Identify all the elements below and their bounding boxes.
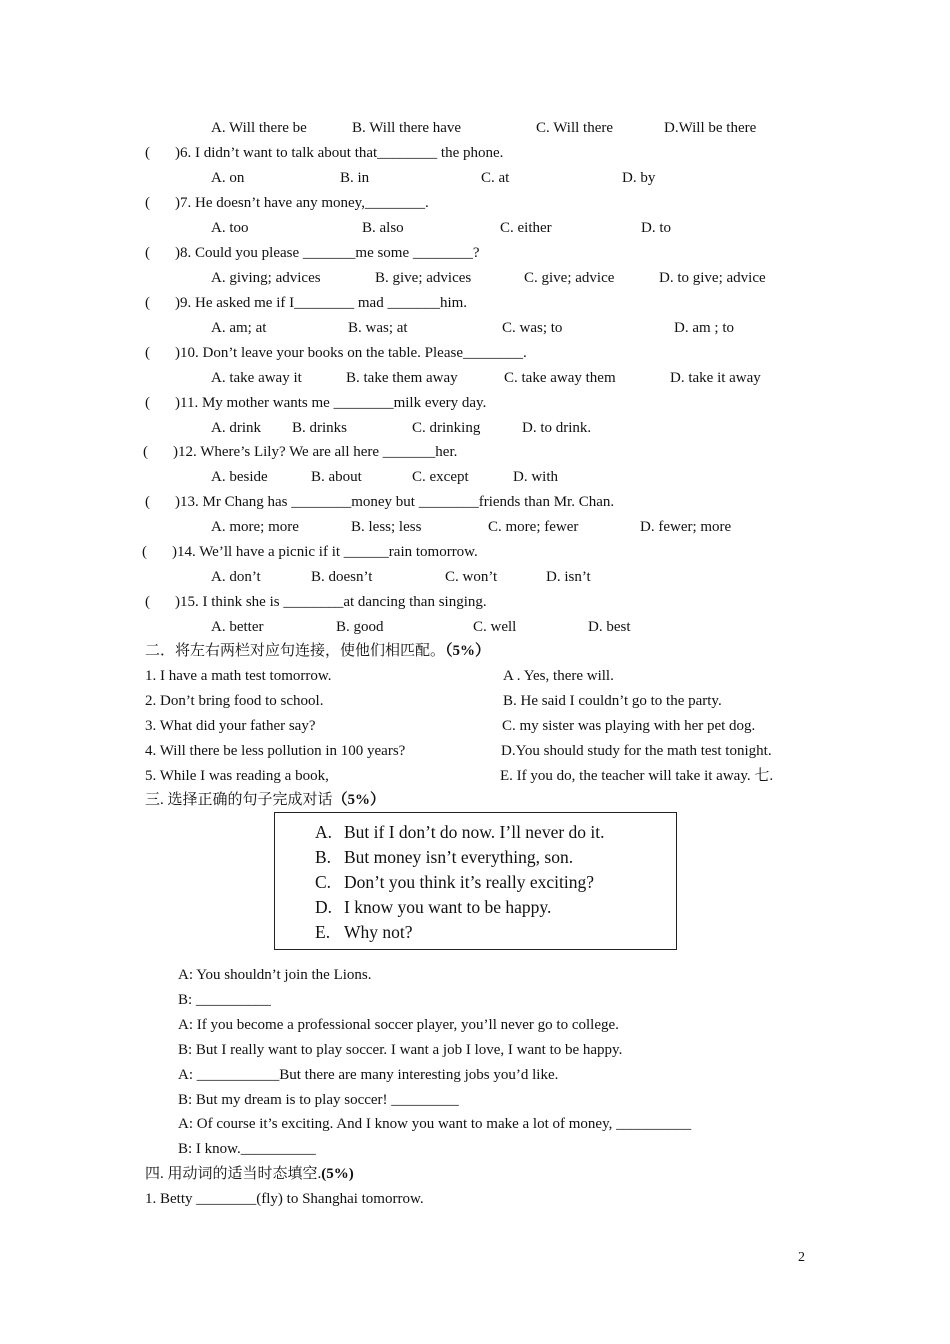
dialog-line: A: You shouldn’t join the Lions.	[178, 967, 372, 983]
question-text: )15. I think she is ________at dancing than singing.	[175, 594, 487, 610]
section-title: 四. 用动词的适当时态填空.	[145, 1166, 322, 1182]
answer-paren: (	[145, 295, 150, 311]
choice-sentence: E. Why not?	[315, 922, 413, 942]
match-left-item: 3. What did your father say?	[145, 718, 316, 734]
option: B. in	[340, 170, 370, 186]
option: C. drinking	[412, 420, 481, 436]
option: B. less; less	[351, 519, 422, 535]
dialog-line: B: I know.__________	[178, 1141, 316, 1157]
option: B. give; advices	[375, 270, 472, 286]
match-right-item: E. If you do, the teacher will take it away. 七.	[500, 768, 774, 784]
section-title: 三. 选择正确的句子完成对话	[145, 792, 333, 808]
question-text: )8. Could you please _______me some ________?	[175, 245, 480, 261]
match-left-item: 1. I have a math test tomorrow.	[145, 668, 332, 684]
page-number: 2	[798, 1250, 805, 1265]
option: C. take away them	[504, 370, 616, 386]
dialog-line: B: But my dream is to play soccer! _________	[178, 1092, 459, 1108]
dialog-line: A: If you become a professional soccer player, you’ll never go to college.	[178, 1017, 619, 1033]
section-3-heading	[145, 790, 385, 810]
option: C. at	[481, 170, 510, 186]
option: A. more; more	[211, 519, 299, 535]
option: A. better	[211, 619, 264, 635]
option: C. more; fewer	[488, 519, 579, 535]
question-text: )13. Mr Chang has ________money but ________friends than Mr. Chan.	[175, 494, 615, 510]
answer-paren: (	[145, 245, 150, 261]
question-text: )11. My mother wants me ________milk every day.	[175, 395, 487, 411]
answer-paren: (	[145, 494, 150, 510]
question-text: )12. Where’s Lily? We are all here _______her.	[173, 444, 458, 460]
option: B. good	[336, 619, 384, 635]
option: C. well	[473, 619, 517, 635]
option: C. was; to	[502, 320, 563, 336]
option: C. except	[412, 469, 469, 485]
choice-sentence: B. But money isn’t everything, son.	[315, 847, 574, 867]
option: D. to drink.	[522, 420, 592, 436]
choice-sentence: D. I know you want to be happy.	[315, 897, 552, 917]
option: B. drinks	[292, 420, 348, 436]
question-text: )6. I didn’t want to talk about that________ the phone.	[175, 145, 504, 161]
answer-paren: (	[145, 395, 150, 411]
question-text: )14. We’ll have a picnic if it ______rain tomorrow.	[172, 544, 478, 560]
match-right-item: C. my sister was playing with her pet dog.	[502, 718, 756, 734]
option: B. also	[362, 220, 404, 236]
option: A. giving; advices	[211, 270, 321, 286]
option: A. too	[211, 220, 249, 236]
question-text: )9. He asked me if I________ mad _______him.	[175, 295, 468, 311]
option: D. isn’t	[546, 569, 591, 585]
option: D. am ; to	[674, 320, 734, 336]
option: D. fewer; more	[640, 519, 732, 535]
choice-sentence: C. Don’t you think it’s really exciting?	[315, 872, 594, 892]
option: D. to	[641, 220, 671, 236]
choice-sentence: A. But if I don’t do now. I’ll never do it.	[315, 822, 605, 842]
match-right-item: B. He said I couldn’t go to the party.	[503, 693, 722, 709]
option: D.Will be there	[664, 120, 757, 136]
match-left-item: 5. While I was reading a book,	[145, 768, 329, 784]
match-left-item: 4. Will there be less pollution in 100 years?	[145, 743, 406, 759]
option: A. take away it	[211, 370, 302, 386]
option: C. either	[500, 220, 552, 236]
option: C. won’t	[445, 569, 498, 585]
option: C. Will there	[536, 120, 614, 136]
option: D. by	[622, 170, 656, 186]
dialog-line: A: Of course it’s exciting. And I know you want to make a lot of money, __________	[178, 1116, 692, 1132]
match-right-item: D.You should study for the math test tonight.	[501, 743, 772, 759]
sentence-choice-box	[274, 812, 677, 950]
answer-paren: (	[145, 195, 150, 211]
dialog-line: B: __________	[178, 992, 271, 1008]
option: A. drink	[211, 420, 261, 436]
option: D. take it away	[670, 370, 761, 386]
option: A. am; at	[211, 320, 267, 336]
option: B. doesn’t	[311, 569, 373, 585]
question-text: )10. Don’t leave your books on the table. Please________.	[175, 345, 527, 361]
answer-paren: (	[145, 594, 150, 610]
dialog-line: A: ___________But there are many interesting jobs you’d like.	[178, 1067, 559, 1083]
section-2-heading	[145, 641, 490, 661]
option: B. take them away	[346, 370, 458, 386]
option: D. to give; advice	[659, 270, 766, 286]
answer-paren: (	[143, 444, 148, 460]
section-score: (5%)	[321, 1166, 354, 1182]
option: B. was; at	[348, 320, 408, 336]
option: D. with	[513, 469, 558, 485]
answer-paren: (	[145, 145, 150, 161]
question-text: )7. He doesn’t have any money,________.	[175, 195, 429, 211]
option: A. don’t	[211, 569, 261, 585]
option: B. Will there have	[352, 120, 462, 136]
section-score: （5%）	[332, 792, 386, 808]
option: A. Will there be	[211, 120, 307, 136]
answer-paren: (	[145, 345, 150, 361]
option: B. about	[311, 469, 362, 485]
option: A. on	[211, 170, 245, 186]
option: C. give; advice	[524, 270, 615, 286]
answer-paren: (	[142, 544, 147, 560]
match-right-item: A . Yes, there will.	[503, 668, 614, 684]
option: D. best	[588, 619, 631, 635]
match-left-item: 2. Don’t bring food to school.	[145, 693, 324, 709]
section-title: 二．将左右两栏对应句连接，使他们相匹配。	[145, 643, 446, 659]
option: A. beside	[211, 469, 268, 485]
fill-in-item: 1. Betty ________(fly) to Shanghai tomorrow.	[145, 1191, 424, 1207]
dialog-line: B: But I really want to play soccer. I want a job I love, I want to be happy.	[178, 1042, 623, 1058]
section-score: （5%）	[445, 643, 491, 659]
section-4-heading	[145, 1164, 354, 1184]
